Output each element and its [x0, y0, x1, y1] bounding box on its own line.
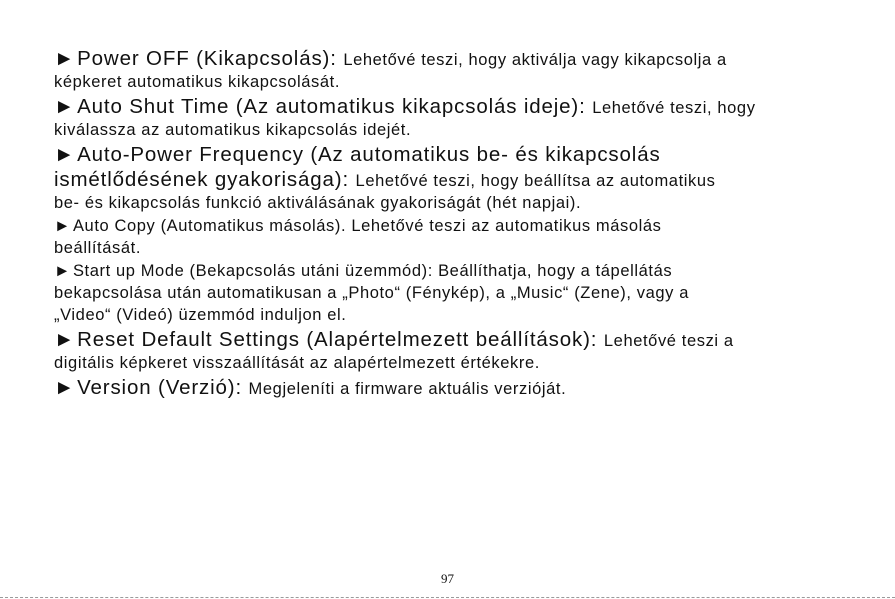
entry-reset-default-settings-line-2: digitális képkeret visszaállítását az alapértelmezett értékekre. — [54, 354, 540, 372]
entry-version-line-1 — [54, 375, 844, 400]
page-number: 97 — [441, 571, 454, 586]
entry-auto-power-frequency-line-3: be- és kikapcsolás funkció aktiválásának gyakoriságát (hét napjai). — [54, 194, 582, 212]
entry-reset-default-settings-line-1 — [54, 327, 844, 352]
entry-auto-shut-time-line-1 — [54, 94, 844, 119]
entry-text: Auto Copy (Automatikus másolás). Lehetővé teszi az automatikus másolás — [72, 217, 662, 235]
entry-auto-shut-time — [54, 94, 844, 141]
entry-auto-copy-line-1 — [54, 215, 844, 237]
entry-auto-copy-line-2: beállítását. — [54, 239, 142, 257]
arrow-bullet-icon: ► — [54, 217, 71, 235]
entry-text: Start up Mode (Bekapcsolás utáni üzemmód): Beállíthatja, hogy a tápellátás — [72, 262, 673, 280]
entry-title: Reset Default Settings (Alapértelmezett beállítások): — [77, 328, 604, 351]
entry-text: Megjeleníti a firmware aktuális verzióját. — [248, 380, 567, 398]
entry-start-up-mode-line-2: bekapcsolása után automatikusan a „Photo“ (Fénykép), a „Music“ (Zene), vagy a — [54, 284, 689, 302]
arrow-bullet-icon: ► — [54, 328, 76, 351]
entry-power-off-line-1 — [54, 46, 844, 71]
entry-version — [54, 375, 844, 400]
settings-description-list — [54, 46, 844, 401]
entry-text: Lehetővé teszi, hogy aktiválja vagy kikapcsolja a — [343, 51, 727, 69]
entry-title: Power OFF (Kikapcsolás): — [77, 47, 344, 70]
entry-text: Lehetővé teszi a — [603, 332, 734, 350]
entry-text: Lehetővé teszi, hogy beállítsa az automatikus — [355, 172, 716, 190]
entry-start-up-mode-line-3: „Video“ (Videó) üzemmód induljon el. — [54, 306, 347, 324]
arrow-bullet-icon: ► — [54, 262, 71, 280]
entry-title: Version (Verzió): — [77, 376, 249, 399]
entry-auto-shut-time-line-2: kiválassza az automatikus kikapcsolás idejét. — [54, 121, 412, 139]
entry-power-off — [54, 46, 844, 93]
arrow-bullet-icon: ► — [54, 143, 76, 166]
entry-title: ismétlődésének gyakorisága): — [54, 168, 356, 191]
page-bottom-divider — [0, 597, 895, 598]
entry-title: Auto-Power Frequency (Az automatikus be- és kikapcsolás — [77, 143, 661, 166]
entry-text: Lehetővé teszi, hogy — [592, 99, 756, 117]
entry-reset-default-settings — [54, 327, 844, 374]
entry-start-up-mode — [54, 260, 844, 326]
arrow-bullet-icon: ► — [54, 376, 76, 399]
entry-auto-copy — [54, 215, 844, 259]
entry-power-off-line-2: képkeret automatikus kikapcsolását. — [54, 73, 341, 91]
entry-auto-power-frequency-line-1 — [54, 142, 844, 167]
arrow-bullet-icon: ► — [54, 95, 76, 118]
entry-start-up-mode-line-1 — [54, 260, 844, 282]
entry-auto-power-frequency-line-2 — [54, 167, 844, 192]
entry-auto-power-frequency — [54, 142, 844, 214]
arrow-bullet-icon: ► — [54, 47, 76, 70]
entry-title: Auto Shut Time (Az automatikus kikapcsolás ideje): — [77, 95, 593, 118]
